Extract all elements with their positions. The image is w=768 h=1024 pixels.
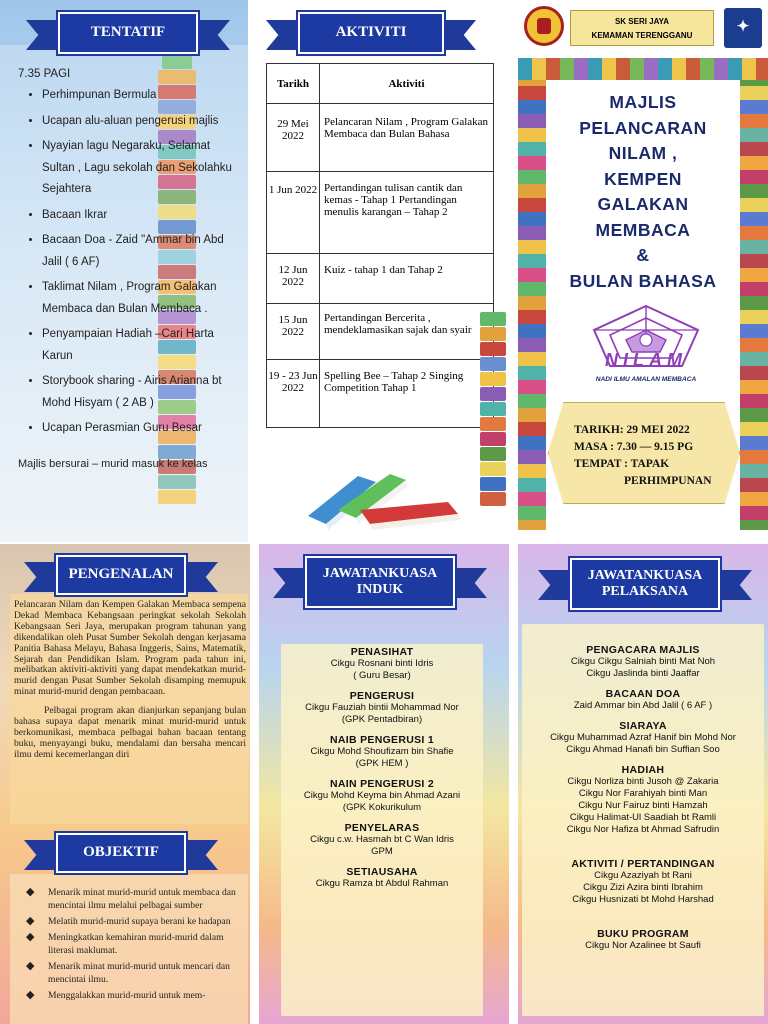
- title-line: NILAM ,: [608, 143, 678, 163]
- committee-role: NAIN PENGERUSI 2: [330, 778, 434, 790]
- committee-member: Cikgu Zizi Azira binti Ibrahim: [583, 882, 703, 893]
- committee-member: Cikgu Ramza bt Abdul Rahman: [315, 878, 449, 889]
- committee-role: SETIAUSAHA: [346, 866, 418, 878]
- bookshelf-left: [518, 58, 546, 530]
- list-item: • Bacaan Ikrar: [42, 205, 240, 227]
- jawatankuasa-pelaksana-panel: [518, 544, 768, 1024]
- committee-member: Cikgu Nor Azalinee bt Saufi: [585, 940, 701, 951]
- committee-role: NAIB PENGERUSI 1: [330, 734, 434, 746]
- list-item: • Storybook sharing - Airis Arianna bt Mohd Hisyam ( 2 AB ): [42, 371, 240, 414]
- aktiviti-title: AKTIVITI: [298, 12, 444, 54]
- committee-member: Cikgu Nor Hafiza bt Ahmad Safrudin: [566, 824, 720, 835]
- pelaksana-committee-list: [522, 636, 764, 952]
- committee-member: Cikgu Halimat-Ul Saadiah bt Ramli: [569, 812, 717, 823]
- aktiviti-ribbon: [298, 12, 444, 54]
- committee-member: Cikgu Nor Farahiyah binti Man: [578, 788, 708, 799]
- title-line: &: [636, 245, 650, 265]
- table-row: 29 Mei 2022 Pelancaran Nilam , Program Galakan Membaca dan Bulan Bahasa: [267, 104, 494, 172]
- title-line: GALAKAN: [597, 194, 689, 214]
- committee-role: PENASIHAT: [350, 646, 414, 658]
- nilam-tagline: NADI ILMU AMALAN MEMBACA: [595, 376, 697, 383]
- activity-table: [266, 63, 494, 428]
- committee-member: Cikgu Jaslinda binti Jaaffar: [586, 668, 700, 679]
- committee-member: Zaid Ammar bin Abd Jalil ( 6 AF ): [573, 700, 713, 711]
- committee-member: Cikgu Norliza binti Jusoh @ Zakaria: [567, 776, 719, 787]
- title-line: BULAN BAHASA: [569, 270, 717, 291]
- nilam-logo: [576, 300, 716, 394]
- list-item: • Taklimat Nilam , Program Galakan Membaca dan Bulan Membaca .: [42, 277, 240, 320]
- aktiviti-panel: [258, 0, 508, 542]
- committee-role: AKTIVITI / PERTANDINGAN: [571, 858, 715, 870]
- tentatif-closing: Majlis bersurai – murid masuk ke kelas: [18, 457, 208, 470]
- committee-member: Cikgu Rosnani binti Idris: [330, 658, 434, 669]
- committee-role: SIARAYA: [619, 720, 667, 732]
- list-item: ◆ Menarik minat murid-murid untuk mencari dan mencintai ilmu.: [26, 960, 238, 986]
- list-item: ◆ Menggalakkan murid-murid untuk mem-: [26, 989, 238, 1002]
- title-line: KEMPEN: [604, 168, 682, 189]
- committee-role: PENGACARA MAJLIS: [586, 644, 700, 656]
- table-row: 15 Jun 2022 Pertandingan Bercerita , mendeklamasikan sajak dan syair: [267, 304, 494, 360]
- event-time: MASA : 7.30 — 9.15 PG: [574, 441, 694, 453]
- event-place-value: PERHIMPUNAN: [624, 475, 712, 487]
- table-row: 19 - 23 Jun 2022 Spelling Bee – Tahap 2 Singing Competition Tahap 1: [267, 360, 494, 428]
- committee-member: Cikgu Cikgu Salniah binti Mat Noh: [570, 656, 716, 667]
- induk-ribbon: [305, 556, 455, 608]
- committee-member: Cikgu c.w. Hasmah bt C Wan Idris: [310, 834, 454, 845]
- committee-member: (GPK Kokurikulum: [342, 802, 422, 813]
- list-item: • Perhimpunan Bermula: [42, 85, 240, 107]
- event-place-label: TEMPAT : TAPAK: [574, 458, 670, 470]
- committee-role: BUKU PROGRAM: [597, 928, 689, 940]
- cover-title: [546, 90, 740, 294]
- committee-role: PENGERUSI: [349, 690, 415, 702]
- school-crest: [524, 6, 564, 46]
- committee-member: Cikgu Nur Fairuz binti Hamzah: [578, 800, 708, 811]
- committee-member: Cikgu Ahmad Hanafi bin Suffian Soo: [566, 744, 720, 755]
- pelaksana-title: [570, 558, 720, 610]
- list-item: ◆ Menarik minat murid-murid untuk membaca dan mencintai ilmu melalui pelbagai sumber: [26, 886, 238, 912]
- table-header: Tarikh: [267, 64, 320, 104]
- pengenalan-title: PENGENALAN: [56, 555, 186, 595]
- school-location: KEMAMAN TERENGGANU: [591, 31, 693, 40]
- objektif-title: OBJEKTIF: [56, 833, 186, 873]
- bookshelf-top: [518, 58, 768, 80]
- pengenalan-paragraph: Pelancaran Nilam dan Kempen Galakan Membaca sempena Dekad Membaca Kebangsaan peringkat sekolah Sekolah Kebangsaan Seri Jaya, merupakan program tahunan yang dikendalikan oleh Pusat Sumber Sekolah dengan kerjasama Panitia Bahasa Melayu, Bahasa Inggeris, Sains, Matematik, Sejarah dan Pendidikan Islam. Program pada tahun ini, melibatkan aktiviti-aktiviti yang dapat mendekatkan murid-murid dengan Pusat Sumber Sekolah disamping memupuk minat murid-murid dengan pembacaan.: [14, 599, 246, 698]
- committee-member: GPM: [371, 846, 393, 857]
- committee-member: Cikgu Mohd Shoufizam bin Shafie: [310, 746, 454, 757]
- pengenalan-panel: [0, 544, 250, 1024]
- list-item: • Penyampaian Hadiah –Cari Harta Karun: [42, 324, 240, 367]
- induk-title-line2: INDUK: [356, 582, 404, 597]
- pengenalan-paragraph: Pelbagai program akan dianjurkan sepanjang bulan bahasa supaya dapat menarik minat murid-murid untuk berkomunikasi, membaca pelbagai bahan bacaan tentang buku, menyayangi buku, mendalami dan bersaha mencari ilmu demi kecemerlangan diri: [14, 705, 246, 760]
- committee-member: Cikgu Fauziah bintii Mohammad Nor: [305, 702, 459, 713]
- list-item: ◆ Melatih murid-murid supaya berani ke hadapan: [26, 915, 238, 928]
- tentatif-title: TENTATIF: [58, 12, 198, 54]
- tentatif-list: [18, 85, 240, 440]
- committee-member: Cikgu Azaziyah bt Rani: [594, 870, 692, 881]
- bookshelf-right: [740, 58, 768, 530]
- induk-committee-list: [281, 642, 483, 890]
- event-date: TARIKH: 29 MEI 2022: [574, 424, 690, 436]
- pengenalan-ribbon: [56, 554, 186, 596]
- committee-member: ( Guru Besar): [353, 670, 411, 681]
- tentatif-ribbon: [58, 12, 198, 54]
- objektif-ribbon: [56, 832, 186, 874]
- objektif-list: [20, 886, 238, 1005]
- committee-member: (GPK Pentadbiran): [341, 714, 423, 725]
- committee-member: (GPK HEM ): [355, 758, 409, 769]
- list-item: • Nyayian lagu Negaraku, Selamat Sultan , Lagu sekolah dan Sekolahku Sejahtera: [42, 136, 240, 201]
- list-item: ◆ Meningkatkan kemahiran murid-murid dalam literasi maklumat.: [26, 931, 238, 957]
- book-tower-decoration: [480, 312, 506, 507]
- committee-member: Cikgu Mohd Keyma bin Ahmad Azani: [303, 790, 461, 801]
- list-item: • Ucapan alu-aluan pengerusi majlis: [42, 111, 240, 133]
- tentatif-panel: [0, 0, 248, 542]
- list-item: • Ucapan Perasmian Guru Besar: [42, 418, 240, 440]
- induk-title: [305, 556, 455, 608]
- list-item: • Bacaan Doa - Zaid "Ammar bin Abd Jalil ( 6 AF): [42, 230, 240, 273]
- table-row: 12 Jun 2022 Kuiz - tahap 1 dan Tahap 2: [267, 254, 494, 304]
- pelaksana-ribbon: [570, 558, 720, 610]
- committee-role: PENYELARAS: [344, 822, 420, 834]
- table-header: Aktiviti: [320, 64, 494, 104]
- title-line: PELANCARAN: [579, 117, 707, 138]
- title-line: MAJLIS: [609, 92, 677, 112]
- school-name: SK SERI JAYA: [614, 17, 670, 26]
- pelaksana-title-line2: PELAKSANA: [601, 584, 689, 599]
- tentatif-time: 7.35 PAGI: [18, 68, 71, 80]
- nilam-word: NILAM: [605, 350, 687, 370]
- jawatankuasa-induk-panel: [259, 544, 509, 1024]
- committee-role: BACAAN DOA: [605, 688, 681, 700]
- committee-member: Cikgu Husnizati bt Mohd Harshad: [572, 894, 714, 905]
- books-illustration: [298, 466, 468, 536]
- title-line: MEMBACA: [595, 219, 691, 240]
- committee-member: Cikgu Muhammad Azraf Hanif bin Mohd Nor: [550, 732, 736, 743]
- cover-panel: [518, 0, 768, 542]
- school-name-box: [570, 10, 714, 46]
- pelaksana-title-line1: JAWATANKUASA: [587, 567, 703, 583]
- committee-role: HADIAH: [621, 764, 665, 776]
- table-row: 1 Jun 2022 Pertandingan tulisan cantik dan kemas - Tahap 1 Pertandingan menulis karangan – Tahap 2: [267, 172, 494, 254]
- induk-title-line1: JAWATANKUASA: [322, 565, 438, 581]
- ministry-logo: ✦: [724, 8, 762, 48]
